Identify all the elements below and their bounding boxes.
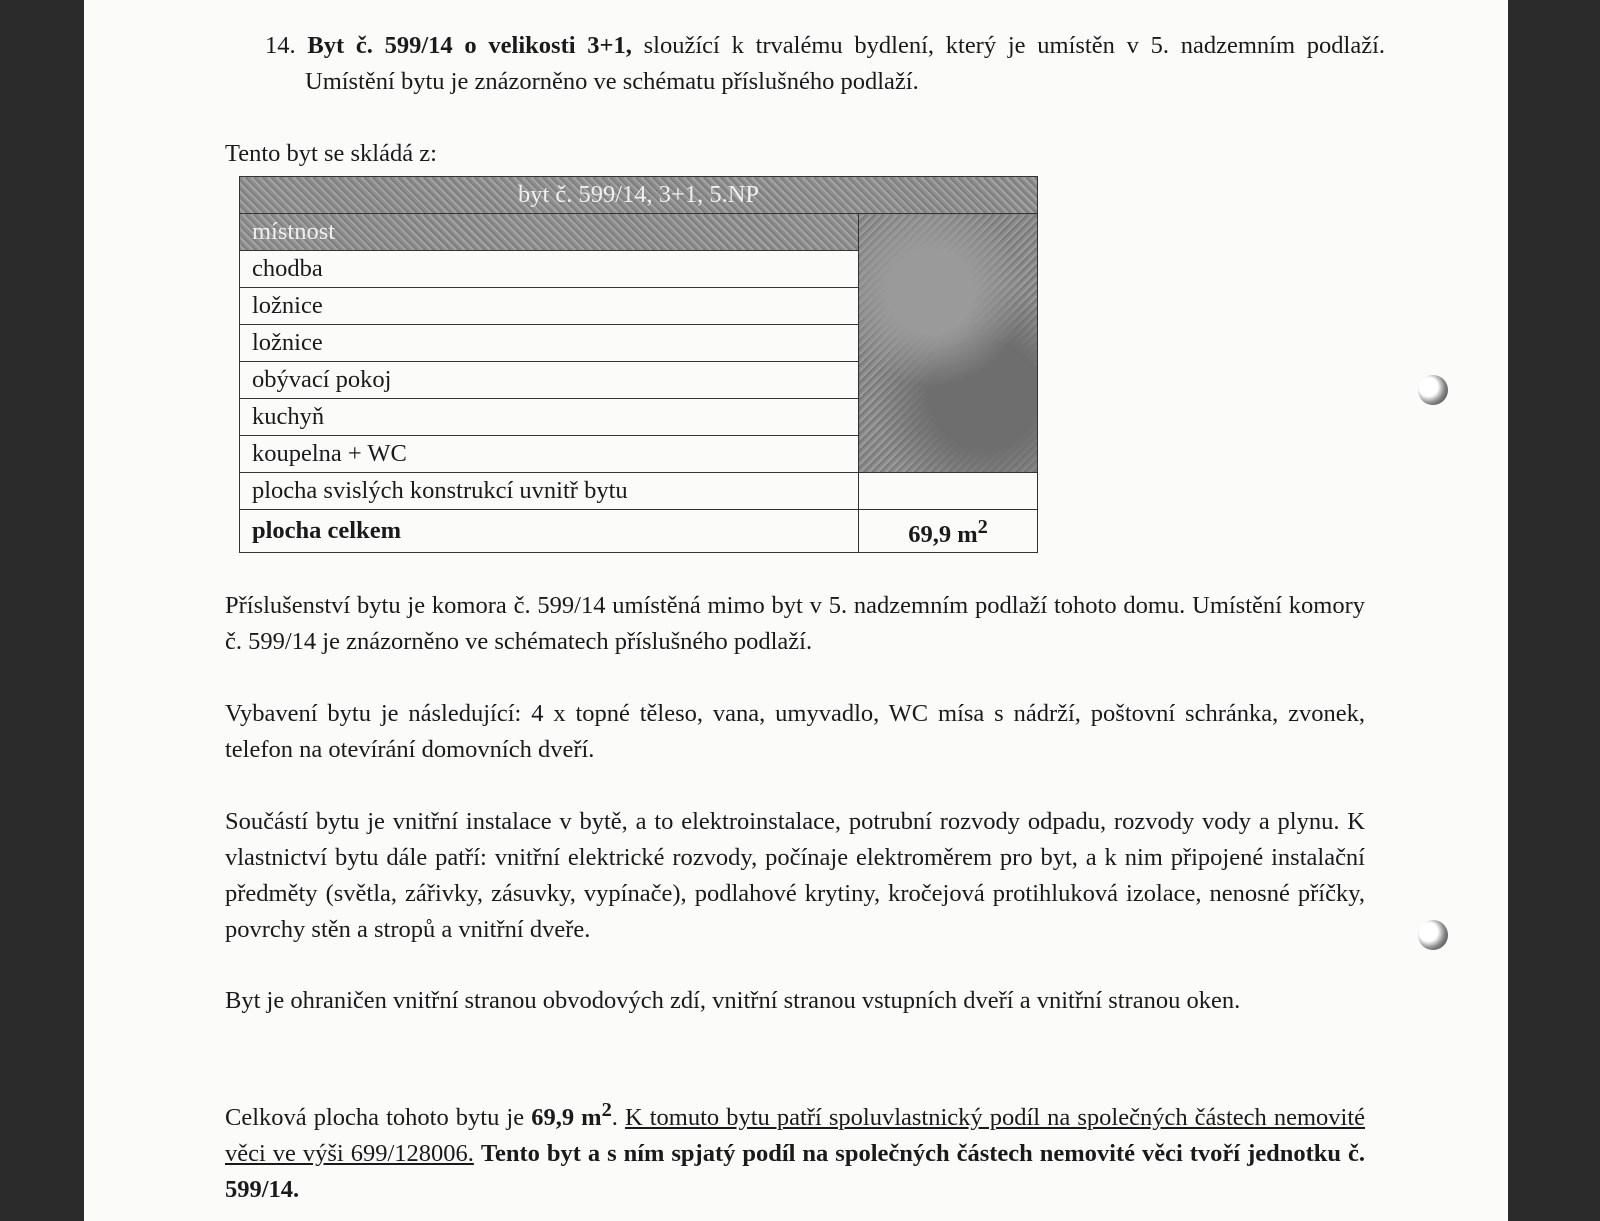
area-value: 69,9 $m^2$ bbox=[531, 1099, 612, 1132]
room-name: chodba bbox=[240, 251, 859, 288]
composition-intro: Tento byt se skládá z: bbox=[225, 140, 437, 167]
structures-label: plocha svislých konstrukcí uvnitř bytu bbox=[240, 473, 859, 510]
table-redacted-area-column bbox=[859, 214, 1038, 473]
share-statement: K tomuto bytu patří spoluvlastnický podíl na společných částech nemovité věci ve výši 699/128006. bbox=[225, 1104, 1366, 1168]
table-row-total bbox=[240, 510, 1038, 553]
table-header-room: místnost bbox=[240, 214, 859, 251]
total-label: plocha celkem bbox=[240, 510, 859, 553]
item-14-heading bbox=[265, 28, 1385, 100]
paragraph-accessories: Příslušenství bytu je komora č. 599/14 umístěná mimo byt v 5. nadzemním podlaží tohoto domu. Umístění komory č. 599/14 je znázorněno ve schématech příslušného podlaží. bbox=[225, 592, 1365, 655]
total-value: 69,9 $m^2$ bbox=[859, 510, 1038, 553]
document-page bbox=[84, 0, 1508, 1221]
punch-hole-bottom bbox=[1418, 920, 1448, 950]
paragraph-installation: Součástí bytu je vnitřní instalace v bytě, a to elektroinstalace, potrubní rozvody odpadu, rozvody vody a plynu. K vlastnictví bytu dále patří: vnitřní elektrické rozvody, počínaje elektroměrem pro byt, a k nim připojené instalační předměty (světla, zářivky, zásuvky, vypínače), podlahové krytiny, kročejová protihluková izolace, nenosné příčky, povrchy stěn a stropů a vnitřní dveře. bbox=[225, 808, 1365, 943]
room-name: kuchyň bbox=[240, 399, 859, 436]
punch-hole-top bbox=[1418, 375, 1448, 405]
item-number: 14. bbox=[265, 32, 296, 59]
paragraph-total-area: Celková plocha tohoto bytu je 69,9 $m^2$. K tomuto bytu patří spoluvlastnický podíl na společných částech nemovité věci ve výši 699/128006. Tento byt a s ním spjatý podíl na společných částech nemovité věci tvoří jednotku č. 599/14. bbox=[225, 1099, 1366, 1204]
paragraph-equipment: Vybavení bytu je následující: 4 x topné těleso, vana, umyvadlo, WC mísa s nádrží, poštovní schránka, zvonek, telefon na otevírání domovních dveří. bbox=[225, 700, 1365, 763]
unit-statement: Tento byt a s ním spjatý podíl na společných částech nemovité věci tvoří jednotku č. 599/14. bbox=[225, 1140, 1365, 1204]
room-name: ložnice bbox=[240, 288, 859, 325]
table-title: byt č. 599/14, 3+1, 5.NP bbox=[240, 177, 1038, 214]
room-name: ložnice bbox=[240, 325, 859, 362]
item-bold-lead: Byt č. 599/14 o velikosti 3+1, bbox=[307, 32, 632, 59]
total-unit-sup: 2 bbox=[977, 516, 988, 538]
paragraph-boundary: Byt je ohraničen vnitřní stranou obvodových zdí, vnitřní stranou vstupních dveří a vnitřní stranou oken. bbox=[225, 987, 1241, 1014]
item-rest: sloužící k trvalému bydlení, který je umístěn v 5. nadzemním podlaží. Umístění bytu je znázorněno ve schématu příslušného podlaží. bbox=[305, 32, 1385, 95]
rooms-table bbox=[239, 176, 1038, 553]
structures-value bbox=[859, 473, 1038, 510]
room-name: koupelna + WC bbox=[240, 436, 859, 473]
table-row bbox=[240, 473, 1038, 510]
room-name: obývací pokoj bbox=[240, 362, 859, 399]
